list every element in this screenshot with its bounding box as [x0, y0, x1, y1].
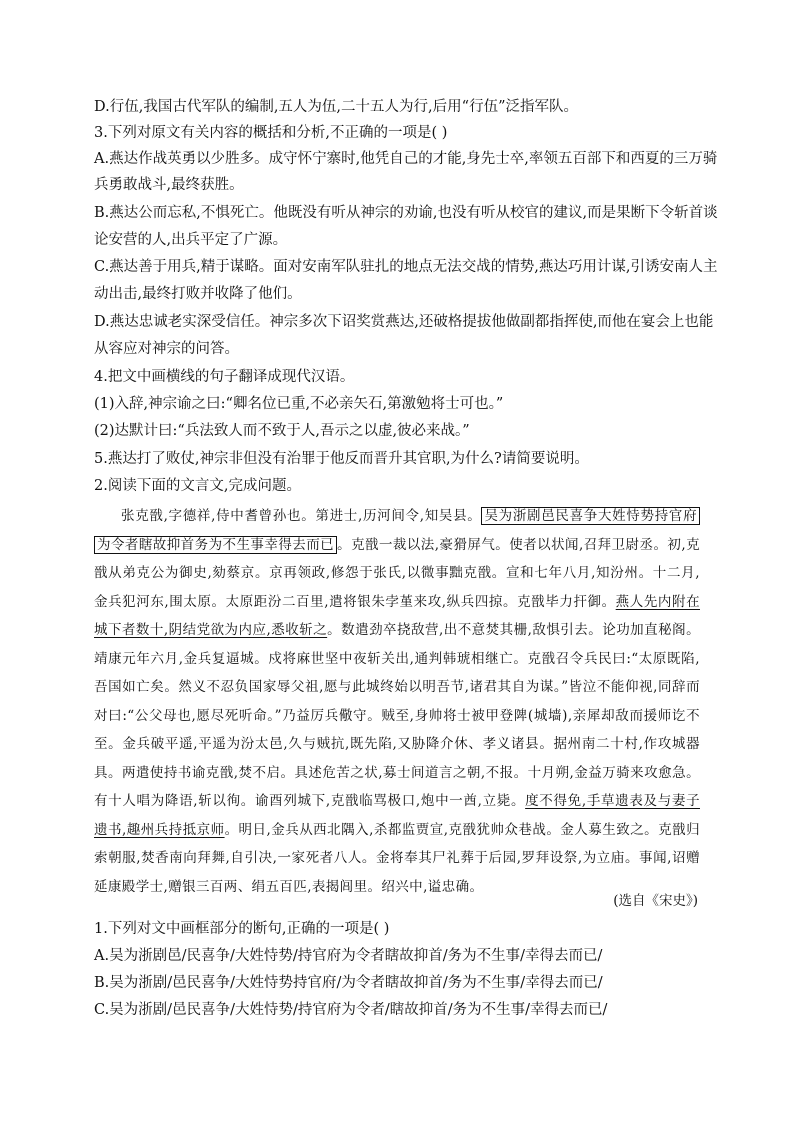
option-b-line-1: B.燕达公而忘私,不惧死亡。他既没有听从神宗的劝谕,也没有听从校官的建议,而是果断下令斩首谈 — [94, 205, 718, 221]
boxed-sentence-2: 为令者瞎故抑首务为不生事幸得去而已 — [94, 536, 337, 554]
option-a-line-2: 兵勇敢战斗,最终获胜。 — [94, 177, 244, 193]
option-d2-line-1: D.燕达忠诚老实深受信任。神宗多次下诏奖赏燕达,还破格提拔他做副都指挥使,而他在宴会上也能 — [94, 314, 714, 330]
underlined-sentence-1: 燕人先内附在城下者数十,阴结党欲为内应,悉收斩之 — [94, 593, 700, 638]
classical-passage — [94, 502, 700, 901]
passage-part-1: 张克戩,字德祥,侍中耆曾孙也。第进士,历河间令,知吴县。 — [121, 508, 482, 524]
question-4-item-2: (2)达默计曰:“兵法致人而不致于人,吾示之以虚,彼必来战。” — [94, 423, 470, 439]
option-b-line-2: 论安营的人,出兵平定了广源。 — [94, 232, 288, 248]
passage-part-2: 。克戩一裁以法,豪猾屏气。使者以状闻,召拜卫尉丞。初,克戩从弟克公为御史,劾蔡京。京再领政,修怨于张氏,以微事黜克戩。宣和七年八月,知汾州。十二月,金兵犯河东,围太原。太原距汾二百里,遣将银朱孛堇来攻,纵兵四掠。克戩毕力扞御。 — [94, 536, 700, 610]
question-1-option-b: B.吴为浙剧/邑民喜争/大姓恃势持官府/为令者瞎故抑首/务为不生事/幸得去而已/ — [94, 975, 603, 991]
option-c-line-1: C.燕达善于用兵,精于谋略。面对安南军队驻扎的地点无法交战的情势,燕达巧用计谋,引诱安南人主 — [94, 259, 718, 275]
question-3-stem: 3.下列对原文有关内容的概括和分析,不正确的一项是( ) — [94, 125, 448, 141]
option-d-text: D.行伍,我国古代军队的编制,五人为伍,二十五人为行,后用“行伍”泛指军队。 — [94, 99, 578, 115]
question-4-stem: 4.把文中画横线的句子翻译成现代汉语。 — [94, 369, 355, 385]
underlined-sentence-2: 度不得免,手草遗表及与妻子遗书,趣州兵持抵京师 — [94, 793, 700, 838]
boxed-sentence-1: 吴为浙剧邑民喜争大姓恃势持官府 — [481, 507, 700, 525]
question-1-option-c: C.吴为浙剧/邑民喜争/大姓恃势/持官府为令者/瞎故抑首/务为不生事/幸得去而已/ — [94, 1002, 608, 1018]
question-4-item-1: (1)入辞,神宗谕之曰:“卿名位已重,不必亲矢石,第激勉将士可也。” — [94, 396, 504, 412]
section-2-heading: 2.阅读下面的文言文,完成问题。 — [94, 478, 301, 494]
option-d2-line-2: 从容应对神宗的问答。 — [94, 341, 239, 357]
question-1-stem: 1.下列对文中画框部分的断句,正确的一项是( ) — [94, 921, 390, 937]
question-1-option-a: A.吴为浙剧邑/民喜争/大姓恃势/持官府为令者瞎故抑首/务为不生事/幸得去而已/ — [94, 948, 603, 964]
option-a-line-1: A.燕达作战英勇以少胜多。成守怀宁寨时,他凭自己的才能,身先士卒,率领五百部下和西夏的三万骑 — [94, 151, 718, 167]
passage-part-4: 。明日,金兵从西北隅入,杀都监贾宣,克戩犹帅众巷战。金人募生致之。克戩归索朝服,焚香南向拜舞,自引决,一家死者八人。金将奉其尸礼葬于后园,罗拜设祭,为立庙。事闻,诏赠延康殿学士,赠银三百两、绢五百匹,表揭闾里。绍兴中,谥忠确。 — [94, 821, 700, 895]
option-c-line-2: 动出击,最终打败并收降了他们。 — [94, 286, 302, 302]
question-5-stem: 5.燕达打了败仗,神宗非但没有治罪于他反而晋升其官职,为什么?请简要说明。 — [94, 451, 589, 467]
passage-source: (选自《宋史》) — [613, 893, 698, 909]
passage-part-3: 。数遣劲卒挠敌营,出不意焚其栅,敌惧引去。论功加直秘阁。靖康元年六月,金兵复逼城。戍将麻世坚中夜斩关出,通判韩琥相继亡。克戩召令兵民曰:“太原既陷,吾国如亡矣。然义不忍负国家辱父祖,愿与此城终始以明吾节,诸君其自为谋。”皆泣不能仰视,同辞而对曰:“公父母也,愿尽死听命。”乃益厉兵儆守。贼至,身帅将士被甲登陴(城墙),亲犀却敌而援师讫不至。金兵破平遥,平遥为汾太邑,久与贼抗,既先陷,又胁降介休、孝义诸县。据州南二十村,作攻城器具。两遣使持书谕克戩,焚不启。具述危苦之状,募士间道言之朝,不报。十月朔,金益万骑来攻愈急。有十人唱为降语,斩以徇。谕酉列城下,克戩临骂极口,炮中一酋,立毙。 — [94, 622, 700, 809]
